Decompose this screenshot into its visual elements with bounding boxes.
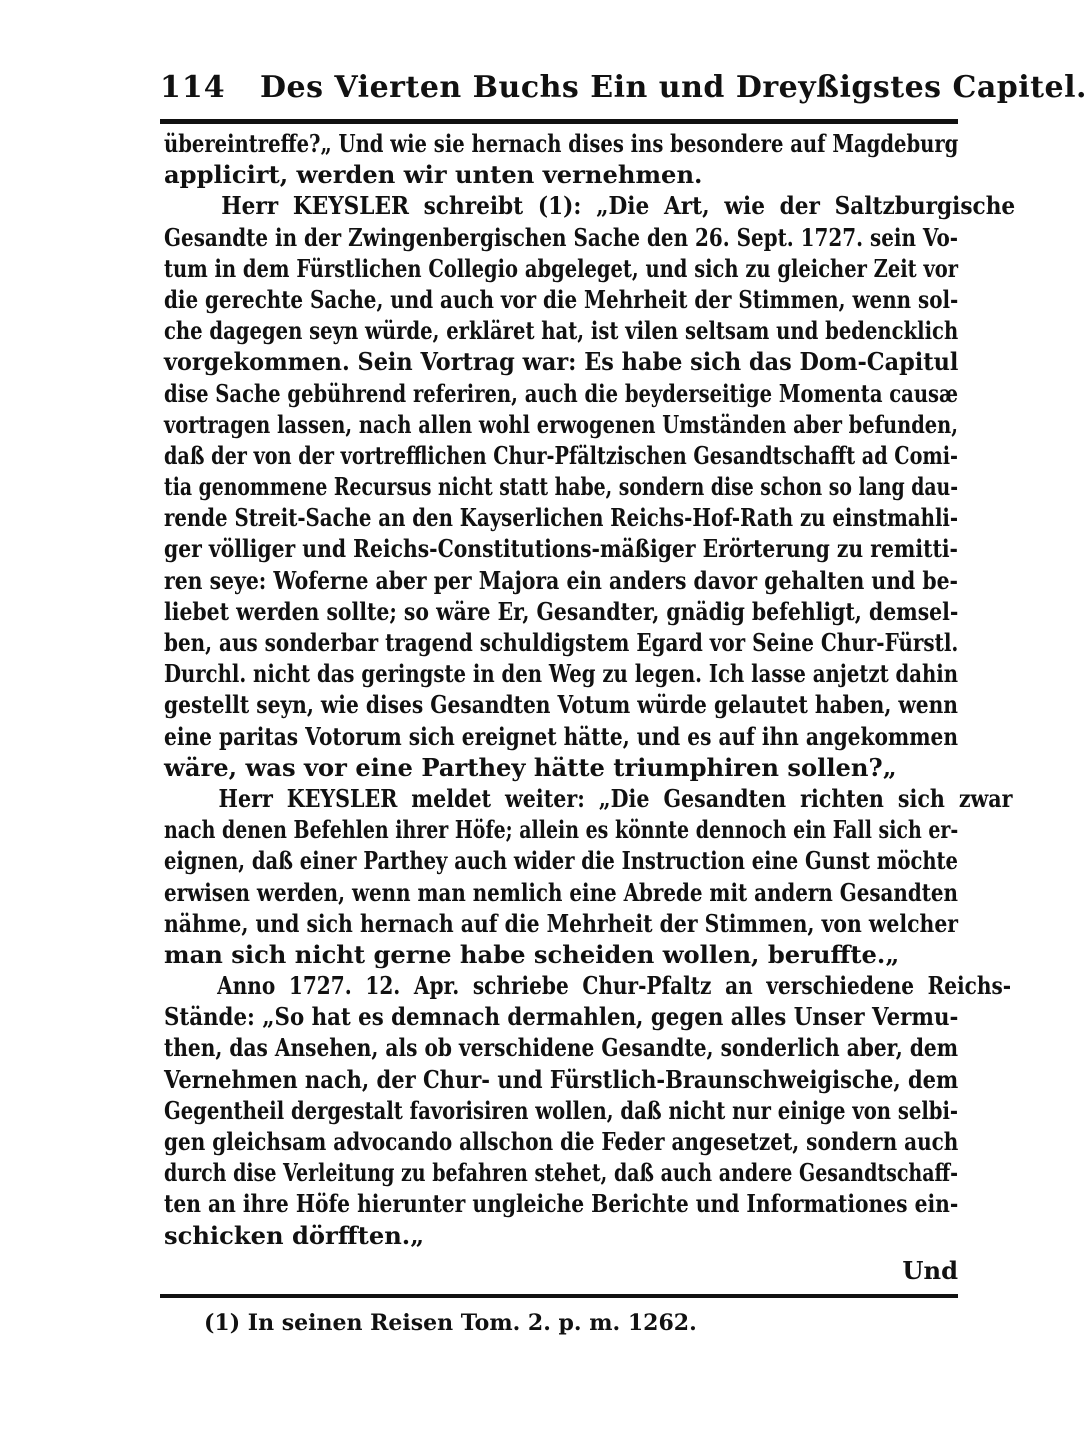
text-line: Durchl. nicht das geringste in den Weg zu legen. Ich lasse anjetzt dahin bbox=[164, 659, 959, 689]
text-line: Herr KEYSLER meldet weiter: „Die Gesandten richten sich zwar bbox=[218, 783, 1013, 813]
text-line: nach denen Befehlen ihrer Höfe; allein es könnte dennoch ein Fall sich er- bbox=[164, 815, 959, 845]
text-line: che dagegen seyn würde, erkläret hat, ist vilen seltsam und bedencklich bbox=[164, 316, 959, 346]
text-line: wäre, was vor eine Parthey hätte triumphiren sollen?„ bbox=[164, 752, 897, 782]
text-line: erwisen werden, wenn man nemlich eine Abrede mit andern Gesandten bbox=[164, 877, 959, 907]
text-line: tum in dem Fürstlichen Collegio abgeleget, und sich zu gleicher Zeit vor bbox=[164, 253, 959, 283]
text-line: liebet werden sollte; so wäre Er, Gesandter, gnädig befehligt, demsel- bbox=[164, 596, 959, 626]
text-line: tia genommene Recursus nicht statt habe, sondern dise schon so lang dau- bbox=[164, 472, 959, 502]
page-number: 114 bbox=[160, 70, 226, 105]
text-line: Stände: „So hat es demnach dermahlen, gegen alles Unser Vermu- bbox=[164, 1002, 959, 1032]
text-line: eine paritas Votorum sich ereignet hätte, und es auf ihn angekommen bbox=[164, 721, 959, 751]
text-line: gestellt seyn, wie dises Gesandten Votum würde gelautet haben, wenn bbox=[164, 690, 958, 720]
text-line: man sich nicht gerne habe scheiden wollen, beruffte.„ bbox=[164, 939, 900, 969]
text-line: Gegentheil dergestalt favorisiren wollen, daß nicht nur einige von selbi- bbox=[164, 1095, 959, 1125]
running-head: Des Vierten Buchs Ein und Dreyßigstes Capitel. bbox=[260, 70, 1087, 105]
text-line: applicirt, werden wir unten vernehmen. bbox=[164, 160, 703, 190]
text-line: Anno 1727. 12. Apr. schriebe Chur-Pfaltz an verschiedene Reichs- bbox=[217, 971, 1012, 1001]
text-line: ten an ihre Höfe hierunter ungleiche Berichte und Informationes ein- bbox=[164, 1189, 959, 1219]
text-line: Vernehmen nach, der Chur- und Fürstlich-Braunschweigische, dem bbox=[164, 1064, 959, 1094]
text-line: ger völliger und Reichs-Constitutions-mäßiger Erörterung zu remitti- bbox=[164, 534, 958, 564]
text-line: dise Sache gebührend referiren, auch die beyderseitige Momenta causæ bbox=[164, 378, 959, 408]
text-line: daß der von der vortrefflichen Chur-Pfältzischen Gesandtschafft ad Comi- bbox=[164, 440, 958, 470]
text-line: vortragen lassen, nach allen wohl erwogenen Umständen aber befunden, bbox=[164, 409, 959, 439]
text-line: die gerechte Sache, und auch vor die Mehrheit der Stimmen, wenn sol- bbox=[164, 284, 959, 314]
text-line: eignen, daß einer Parthey auch wider die Instruction eine Gunst möchte bbox=[164, 846, 958, 876]
text-line: vorgekommen. Sein Vortrag war: Es habe sich das Dom-Capitul bbox=[164, 347, 959, 377]
text-line: nähme, und sich hernach auf die Mehrheit der Stimmen, von welcher bbox=[164, 908, 959, 938]
text-line: Herr KEYSLER schreibt (1): „Die Art, wie der Saltzburgische bbox=[221, 191, 1016, 221]
footnote: (1) In seinen Reisen Tom. 2. p. m. 1262. bbox=[204, 1310, 697, 1336]
catchword: Und bbox=[902, 1255, 958, 1285]
body-text bbox=[164, 128, 1016, 1286]
text-line: ben, aus sonderbar tragend schuldigstem Egard vor Seine Chur-Fürstl. bbox=[164, 628, 959, 657]
text-line: rende Streit-Sache an den Kayserlichen Reichs-Hof-Rath zu einstmahli- bbox=[164, 503, 959, 533]
text-line: ren seye: Woferne aber per Majora ein anders davor gehalten und be- bbox=[164, 565, 959, 595]
text-line: durch dise Verleitung zu befahren stehet, daß auch andere Gesandtschaff- bbox=[164, 1158, 959, 1188]
footnote-rule bbox=[160, 1294, 958, 1298]
text-line: then, das Ansehen, als ob verschidene Gesandte, sonderlich aber, dem bbox=[164, 1033, 959, 1063]
text-line: gen gleichsam advocando allschon die Feder angesetzet, sondern auch bbox=[164, 1127, 959, 1156]
text-line: übereintreffe?„ Und wie sie hernach dises ins besondere auf Magdeburg bbox=[164, 129, 959, 158]
text-line: Gesandte in der Zwingenbergischen Sache den 26. Sept. 1727. sein Vo- bbox=[164, 222, 959, 252]
text-line: schicken dörfften.„ bbox=[164, 1220, 425, 1250]
header-rule bbox=[160, 119, 958, 124]
page-header bbox=[160, 66, 1087, 110]
